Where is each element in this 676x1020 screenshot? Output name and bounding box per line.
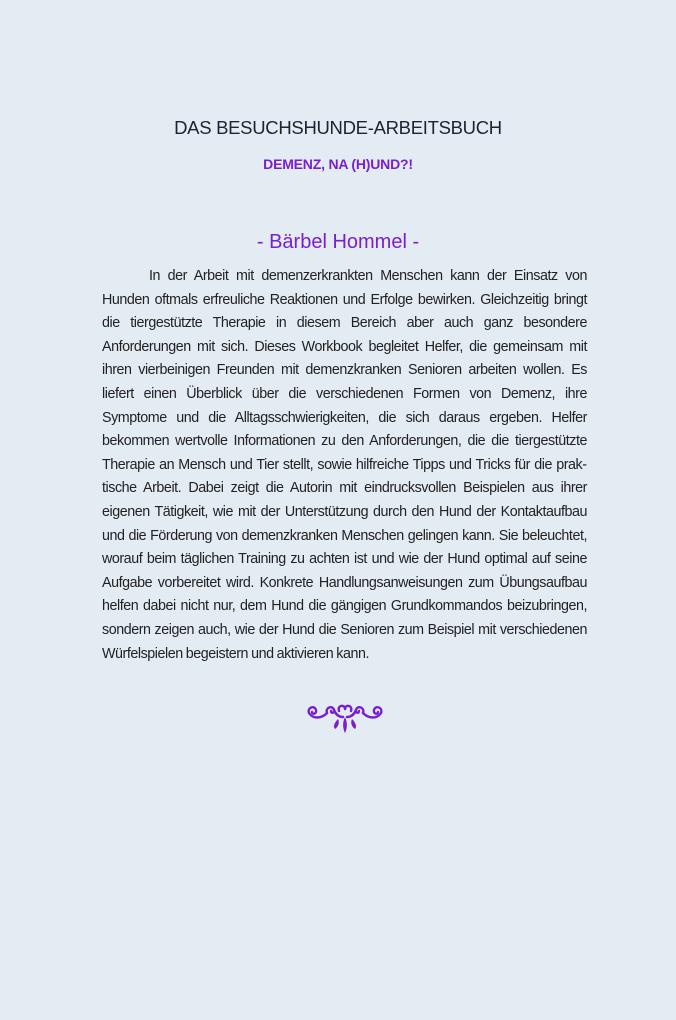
book-subtitle: DEMENZ, NA (H)UND?! <box>263 156 413 172</box>
flourish-ornament-icon <box>305 699 385 735</box>
author-name: - Bärbel Hommel - <box>256 231 420 253</box>
book-title: DAS BESUCHSHUNDE-ARBEITSBUCH <box>174 117 502 138</box>
blurb-paragraph: In der Arbeit mit demenzerkrankten Menschen kann der Einsatz von Hunden oftmals erfreuliche Reaktionen und Erfolge bewirken. Gleichzeitig bringt die tiergestützte Therapie in diesem Bereich aber auch ganz besondere Anforderungen mit sich. Dieses Workbook begleitet Helfer, die gemeinsam mit ihren vierbeinigen Freunden mit demenzkranken Senioren arbeiten wollen. Es liefert einen Überblick über die verschiedenen Formen von Demenz, ihre Symptome und die Alltagsschwierigkeiten, die sich daraus ergeben. Helfer bekommen wertvolle Informationen zu den Anforderungen, die die tiergestützte Therapie an Mensch und Tier stellt, sowie hilfreiche Tipps und Tricks für die praktische Arbeit. Dabei zeigt die Autorin mit eindrucksvollen Beispielen aus ihrer eigenen Tätigkeit, wie mit der Unterstützung durch den Hund der Kontaktaufbau und die Förderung von demenzkranken Menschen gelingen kann. Sie beleuchtet, worauf beim täglichen Training zu achten ist und wie der Hund optimal auf seine Aufgabe vorbereitet wird. Konkrete Handlungsanweisungen zum Übungsaufbau helfen dabei nicht nur, dem Hund die gängigen Grundkommandos beizubringen, sondern zeigen auch, wie der Hund die Senioren zum Beispiel mit verschiedenen Würfelspielen begeistern und aktivieren kann. <box>102 268 587 662</box>
